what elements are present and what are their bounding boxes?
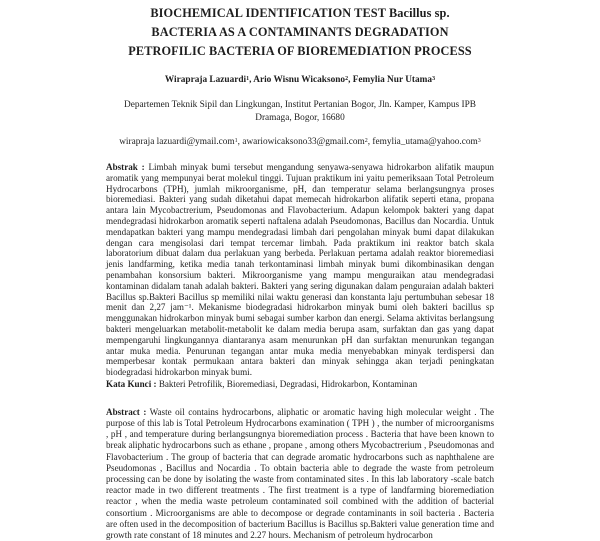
keywords-label: Kata Kunci : bbox=[106, 378, 157, 389]
abstract-indonesian bbox=[106, 162, 494, 378]
abstract-body: Limbah minyak bumi tersebut mengandung senyawa-senyawa hidrokarbon alifatik maupun aromatik yang mempunyai berat molekul tinggi. Tujuan praktikum ini yaitu pemeriksaan Total Petroleum Hydrocarbons (TPH), jumlah mikroorganisme, pH, dan temperatur selama berlangsungnya proses bioremediasi. Bakteri yang sudah diketahui dapat memecah hidrokarbon alifatik seperti etana, propana antara lain Mycobactrerium, Pseudomonas and Flavobacterium. Adapun kelompok bakteri yang dapat mendegradasi hidrokarbon aromatik seperti naftalena adalah Pseudomonas, Bacillus dan Nocardia. Untuk mendapatkan bakteri yang mampu mendegradasi limbah dari pengolahan minyak bumi dapat dilakukan dengan cara mengisolasi dari tempat tercemar limbah. Pada praktikum ini reaktor batch skala laboratorium dibuat dalam dua perlakuan yang berbeda. Perlakuan pertama adalah reaktor bioremediasi jenis landfarming, ketika media tanah terkontaminasi limbah minyak bumi dikombinasikan dengan penambahan konsorsium bakteri. Mikroorganisme yang mampu menguraikan atau mendegradasi kontaminan didalam tanah adalah bakteri. Bakteri yang sering digunakan dalam penguraian adalah bakteri Bacillus sp.Bakteri Bacillus sp memiliki nilai waktu generasi dan konstanta laju pertumbuhan sebesar 18 menit dan 2,27 jam⁻¹. Mekanisme biodegradasi hidrokarbon minyak bumi oleh bakteri bacillus sp menggunakan hidrokarbon minyak bumi sebagai sumber karbon dan energi. Selama aktivitas berlangsung bakteri mengeluarkan metabolit-metabolit ke dalam media berupa asam, surfaktan dan gas yang dapat mempengaruhi lingkungannya diantaranya asam menurunkan pH dan surfaktan menurunkan tegangan antar muka media. Penurunan tegangan antar muka media menyebabkan minyak terdispersi dan memperbesar kontak permukaan antara bakteri dan minyak sehingga akan terjadi peningkatan biodegradasi hidrokarbon minyak bumi. bbox=[106, 162, 494, 378]
author-separator: , bbox=[249, 75, 254, 85]
author-separator: , bbox=[348, 75, 353, 85]
email-separator: , bbox=[367, 137, 373, 147]
title-line: BACTERIA AS A CONTAMINANTS DEGRADATION bbox=[151, 25, 449, 39]
email-marker: 1 bbox=[234, 138, 238, 144]
email-marker: 2 bbox=[364, 138, 368, 144]
abstract-en-body: Waste oil contains hydrocarbons, aliphatic or aromatic having high molecular weight . The purpose of this lab is Total Petroleum Hydrocarbons examination ( TPH ) , the number of microorganisms , pH , and temperature during berlangsungnya bioremediation process . Bacteria that have been known to break aliphatic hydrocarbons such as ethane , propane , among others Mycobactrerium , Pseudomonas and Flavobacterium . The group of bacteria that can degrade aromatic hydrocarbons such as naphthalene are Pseudomonas , Bacillus and Nocardia . To obtain bacteria able to degrade the waste from petroleum processing can be done by isolating the waste from contaminated sites . In this lab laboratory -scale batch reactor made in two different treatments . The first treatment is a type of landfarming bioremediation reactor , when the media waste petroleum contaminated soil combined with the addition of bacterial consortium . Microorganisms are able to decompose or degrade contaminants in soil bacteria . Bacteria are often used in the decomposition of bacterium Bacillus is Bacillus sp.Bakteri value generation time and growth rate constant of 18 minutes and 2.27 hours. Mechanism of petroleum hydrocarbon bbox=[106, 406, 494, 540]
author-name: Femylia Nur Utama bbox=[352, 75, 433, 85]
affiliation bbox=[0, 99, 600, 125]
email-list bbox=[0, 136, 600, 148]
abstract-en-label: Abstract : bbox=[106, 406, 147, 417]
paper-title bbox=[0, 4, 600, 61]
keywords bbox=[106, 379, 494, 390]
author-affil-marker: 3 bbox=[432, 76, 436, 82]
affiliation-line: Departemen Teknik Sipil dan Lingkungan, Institut Pertanian Bogor, Jln. Kamper, Kampus IPB bbox=[124, 100, 476, 110]
author-list bbox=[0, 74, 600, 86]
author-affil-marker: 2 bbox=[345, 76, 349, 82]
author-affil-marker: 1 bbox=[246, 76, 250, 82]
email-marker: 3 bbox=[477, 138, 481, 144]
author-name: Wirapraja Lazuardi bbox=[164, 75, 247, 85]
abstract-english bbox=[106, 407, 494, 541]
abstract-label: Abstrak : bbox=[106, 162, 145, 172]
title-line: PETROFILIC BACTERIA OF BIOREMEDIATION PROCESS bbox=[128, 44, 472, 58]
title-line: BIOCHEMICAL IDENTIFICATION TEST Bacillus sp. bbox=[150, 6, 450, 20]
author-name: Ario Wisnu Wicaksono bbox=[253, 75, 346, 85]
paper-page bbox=[0, 4, 600, 540]
email-link[interactable]: wirapraja lazuardi@ymail.com bbox=[119, 137, 235, 147]
keywords-text: Bakteri Petrofilik, Bioremediasi, Degradasi, Hidrokarbon, Kontaminan bbox=[158, 378, 418, 389]
email-link[interactable]: awariowicaksono33@gmail.com bbox=[242, 137, 365, 147]
affiliation-line: Dramaga, Bogor, 16680 bbox=[255, 113, 345, 123]
email-link[interactable]: femylia_utama@yahoo.com bbox=[372, 137, 478, 147]
email-separator: , bbox=[237, 137, 243, 147]
